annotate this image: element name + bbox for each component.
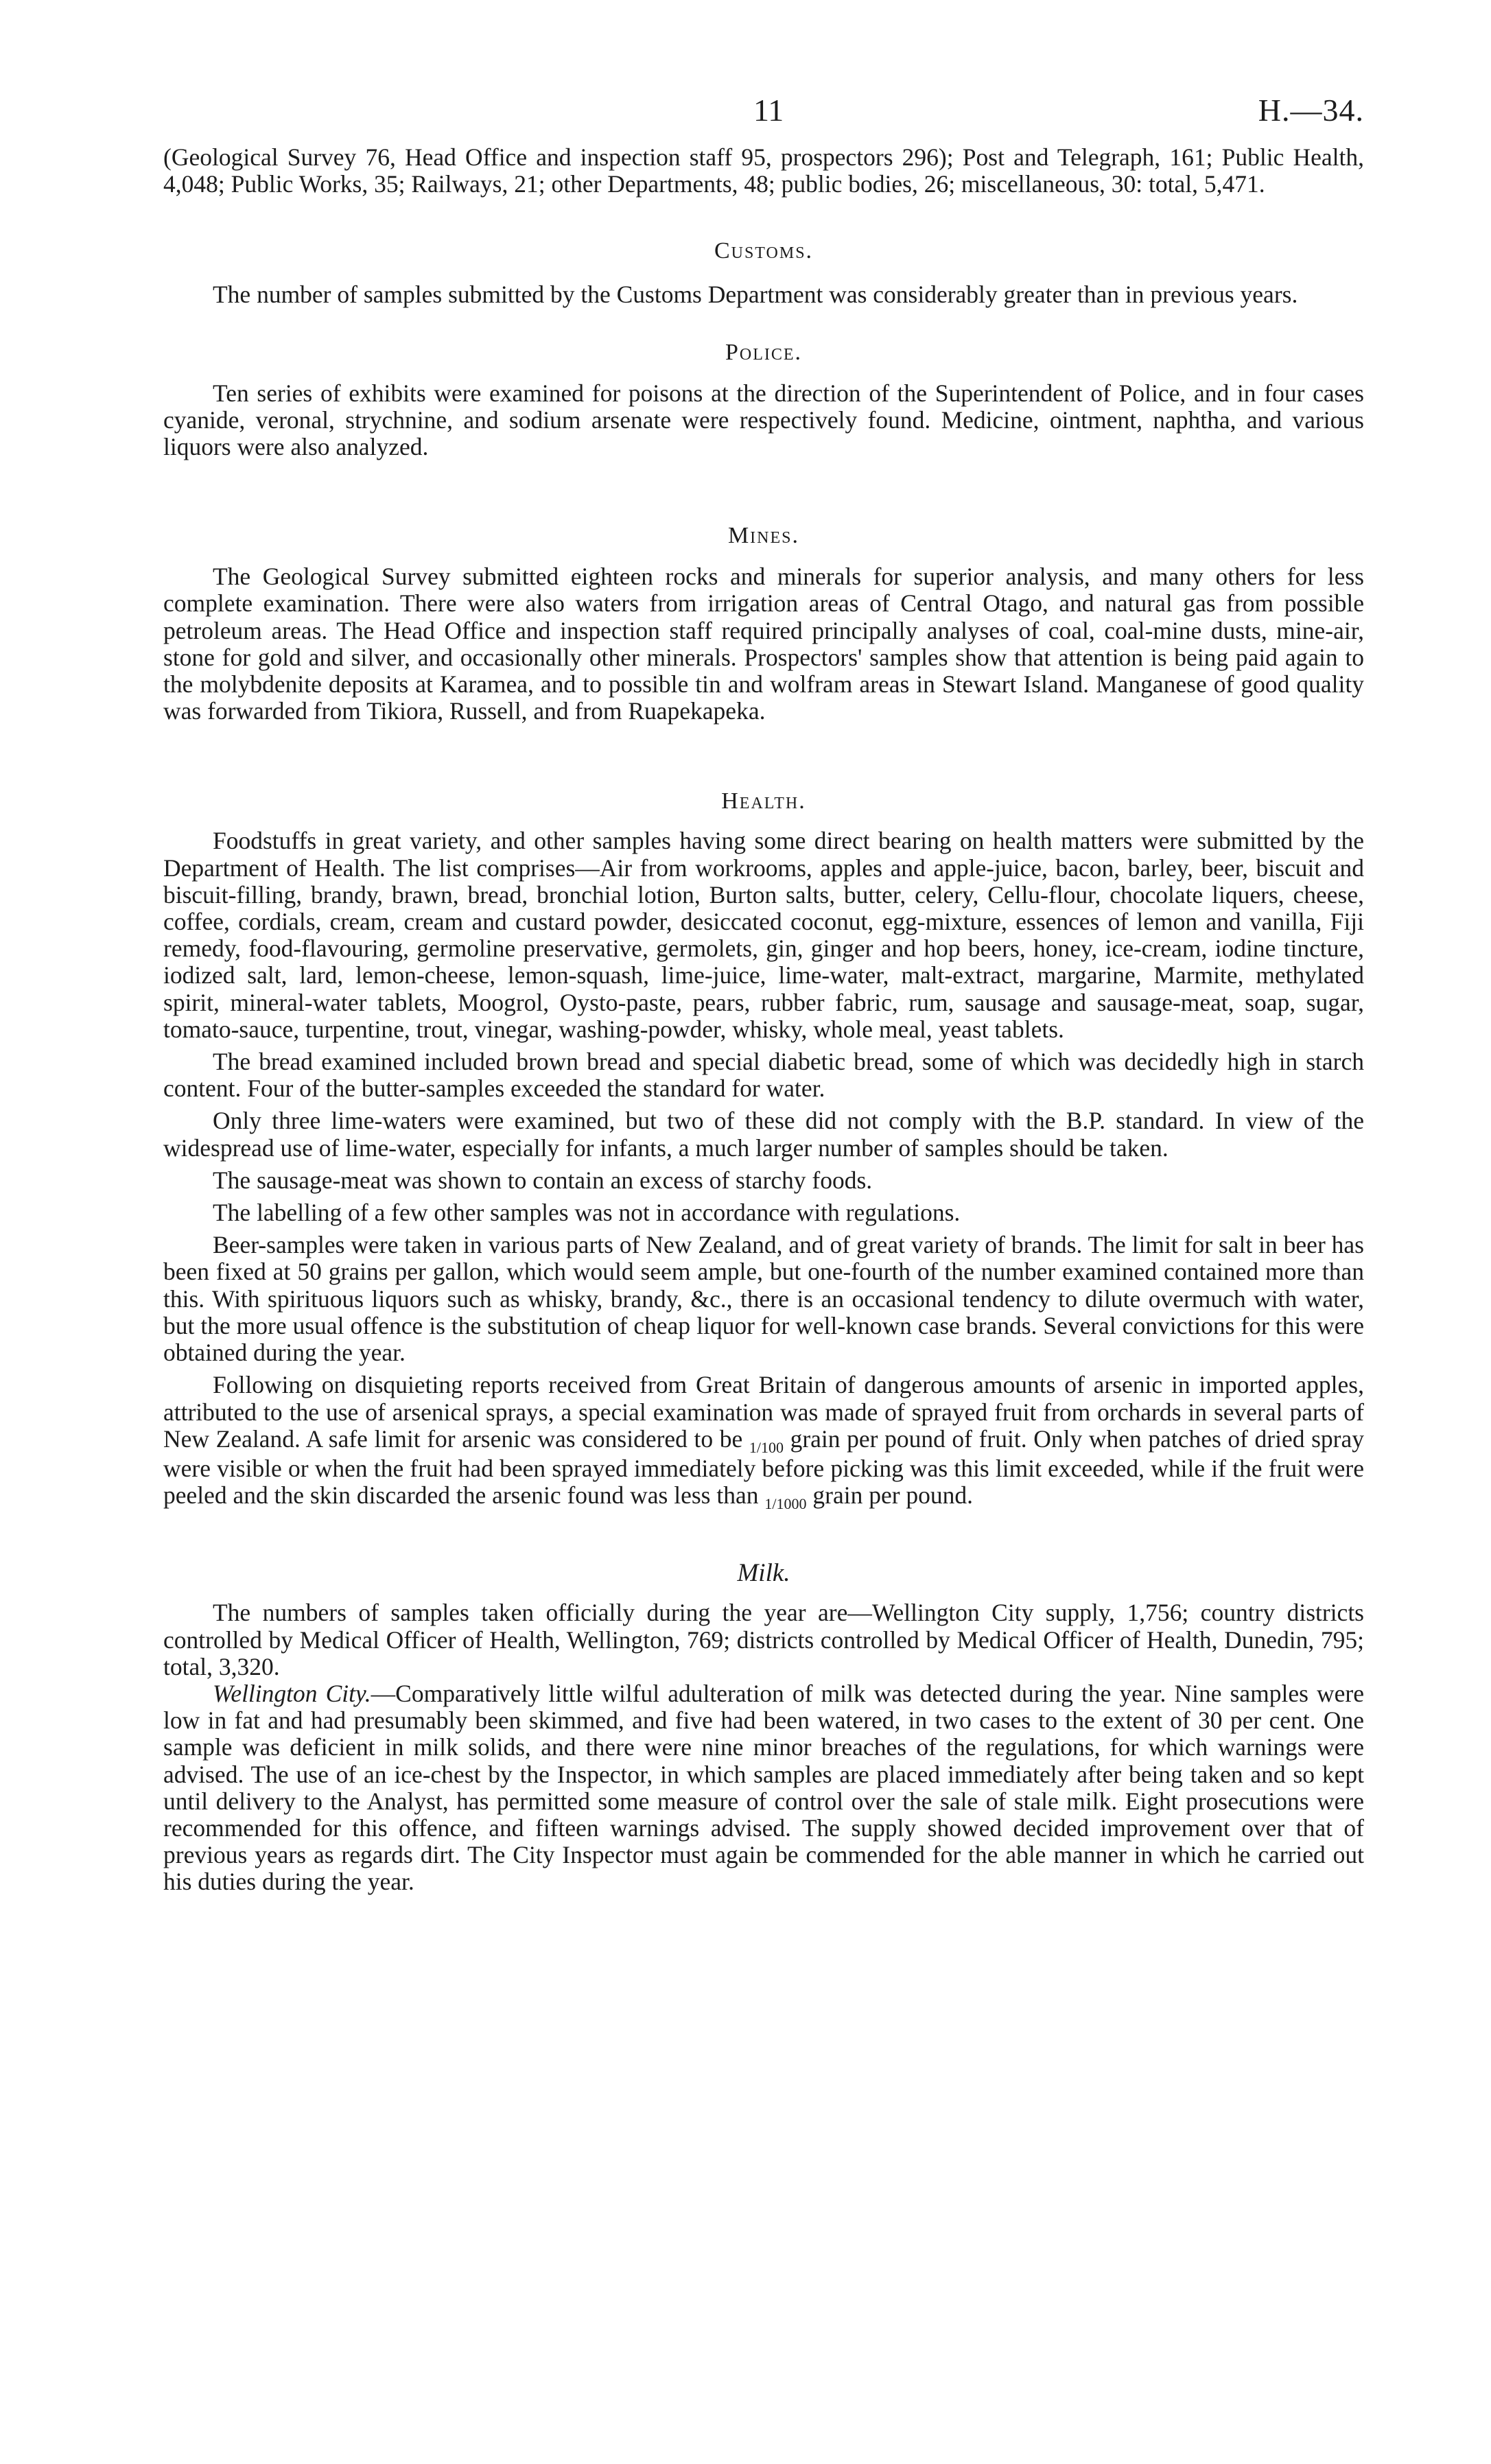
milk-paragraph-samples: The numbers of samples taken officially during the year are—Wellington City supply, 1,756; country districts controlled by Medical Officer of Health, Wellington, 769; districts controlled by Medical Officer of Health, Dunedin, 795; total, 3,320.	[163, 1599, 1364, 1680]
health-paragraph-list: Foodstuffs in great variety, and other samples having some direct bearing on health matters were submitted by the Department of Health. The list comprises—Air from workrooms, apples and apple-juice, bacon, barley, beer, biscuit and biscuit-filling, brandy, brawn, bread, bronchial lotion, Burton salts, butter, celery, Cellu-flour, chocolate liquers, cheese, coffee, cordials, cream, cream and custard powder, desiccated coconut, egg-mixture, essences of lemon and vanilla, Fiji remedy, food-flavouring, germoline preservative, germolets, gin, ginger and hop beers, honey, ice-cream, iodine tincture, iodized salt, lard, lemon-cheese, lemon-squash, lime-juice, lime-water, malt-extract, margarine, Marmite, methylated spirit, mineral-water tablets, Moogrol, Oysto-paste, pears, rubber fabric, rum, sausage and sausage-meat, soap, sugar, tomato-sauce, turpentine, trout, vinegar, washing-powder, whisky, whole meal, yeast tablets.	[163, 827, 1364, 1043]
milk-heading: Milk.	[737, 1559, 790, 1588]
police-paragraph: Ten series of exhibits were examined for poisons at the direction of the Superintendent of Police, and in four cases cyanide, veronal, strychnine, and sodium arsenate were respectively found. Medicine, ointment, naphtha, and various liquors were also analyzed.	[163, 379, 1364, 461]
document-reference: H.—34.	[1258, 93, 1364, 128]
milk-paragraph-wellington	[163, 1680, 1364, 1896]
customs-paragraph: The number of samples submitted by the Customs Department was considerably greater than in previous years.	[213, 281, 1298, 309]
customs-heading: Customs.	[714, 238, 814, 264]
fraction-one-thousandth: 1/1000	[764, 1495, 807, 1513]
health-paragraph-lime-water: Only three lime-waters were examined, but two of these did not comply with the B.P. standard. In view of the widespread use of lime-water, especially for infants, a much larger number of samples should be taken.	[163, 1107, 1364, 1162]
arsenic-text-part-1: Following on disquieting reports received from Great Britain of dangerous amounts of arsenic in imported apples, attributed to the use of arsenical sprays, a special examination was made of sprayed fruit from orchards in several parts of New Zealand. A safe limit for arsenic was considered to be	[163, 1371, 1364, 1453]
fraction-one-hundredth: 1/100	[749, 1438, 784, 1456]
health-paragraph-arsenic	[163, 1372, 1364, 1512]
health-paragraph-sausage: The sausage-meat was shown to contain an excess of starchy foods.	[213, 1166, 873, 1194]
mines-paragraph: The Geological Survey submitted eighteen rocks and minerals for superior analysis, and many others for less complete examination. There were also waters from irrigation areas of Central Otago, and natural gas from possible petroleum areas. The Head Office and inspection staff required principally analyses of coal, coal-mine dusts, mine-air, stone for gold and silver, and occasionally other minerals. Prospectors' samples show that attention is being paid again to the molybdenite deposits at Karamea, and to possible tin and wolfram areas in Stewart Island. Manganese of good quality was forwarded from Tikiora, Russell, and from Ruapekapeka.	[163, 563, 1364, 725]
health-heading: Health.	[721, 788, 806, 814]
intro-paragraph: (Geological Survey 76, Head Office and inspection staff 95, prospectors 296); Post and Telegraph, 161; Public Health, 4,048; Public Works, 35; Railways, 21; other Departments, 48; public bodies, 26; miscellaneous, 30: total, 5,471.	[163, 143, 1364, 198]
police-heading: Police.	[725, 339, 803, 365]
health-paragraph-labelling: The labelling of a few other samples was not in accordance with regulations.	[213, 1199, 961, 1227]
arsenic-text-part-2: grain per pound of fruit. Only when patches of dried spray were visible or when the fruit had been sprayed immediately before picking was this limit exceeded, while if the fruit were peeled and the skin discarded the arsenic found was less than	[163, 1424, 1365, 1510]
health-paragraph-beer: Beer-samples were taken in various parts of New Zealand, and of great variety of brands. The limit for salt in beer has been fixed at 50 grains per gallon, which would seem ample, but one-fourth of the number examined contained more than this. With spirituous liquors such as whisky, brandy, &c., there is an occasional tendency to dilute overmuch with water, but the more usual offence is the substitution of cheap liquor for well-known case brands. Several convictions for this were obtained during the year.	[163, 1231, 1364, 1367]
page-header	[163, 82, 1364, 137]
document-page	[163, 82, 1364, 1896]
mines-heading: Mines.	[727, 523, 800, 549]
health-paragraph-bread: The bread examined included brown bread and special diabetic bread, some of which was decidedly high in starch content. Four of the butter-samples exceeded the standard for water.	[163, 1048, 1364, 1103]
wellington-city-text: —Comparatively little wilful adulteration of milk was detected during the year. Nine samples were low in fat and had presumably been skimmed, and five had been watered, in two cases to the extent of 30 per cent. One sample was deficient in milk solids, and there were nine minor breaches of the regulations, for which warnings were advised. The use of an ice-chest by the Inspector, in which samples are placed immediately after being taken and so kept until delivery to the Analyst, has permitted some measure of control over the sale of stale milk. Eight prosecutions were recommended for this offence, and fifteen warnings advised. The supply showed decided improvement over that of previous years as regards dirt. The City Inspector must again be commended for the able manner in which he carried out his duties during the year.	[163, 1679, 1364, 1896]
page-number: 11	[753, 93, 784, 128]
arsenic-text-part-3: grain per pound.	[812, 1481, 974, 1510]
wellington-city-subheading: Wellington City.	[213, 1679, 371, 1707]
